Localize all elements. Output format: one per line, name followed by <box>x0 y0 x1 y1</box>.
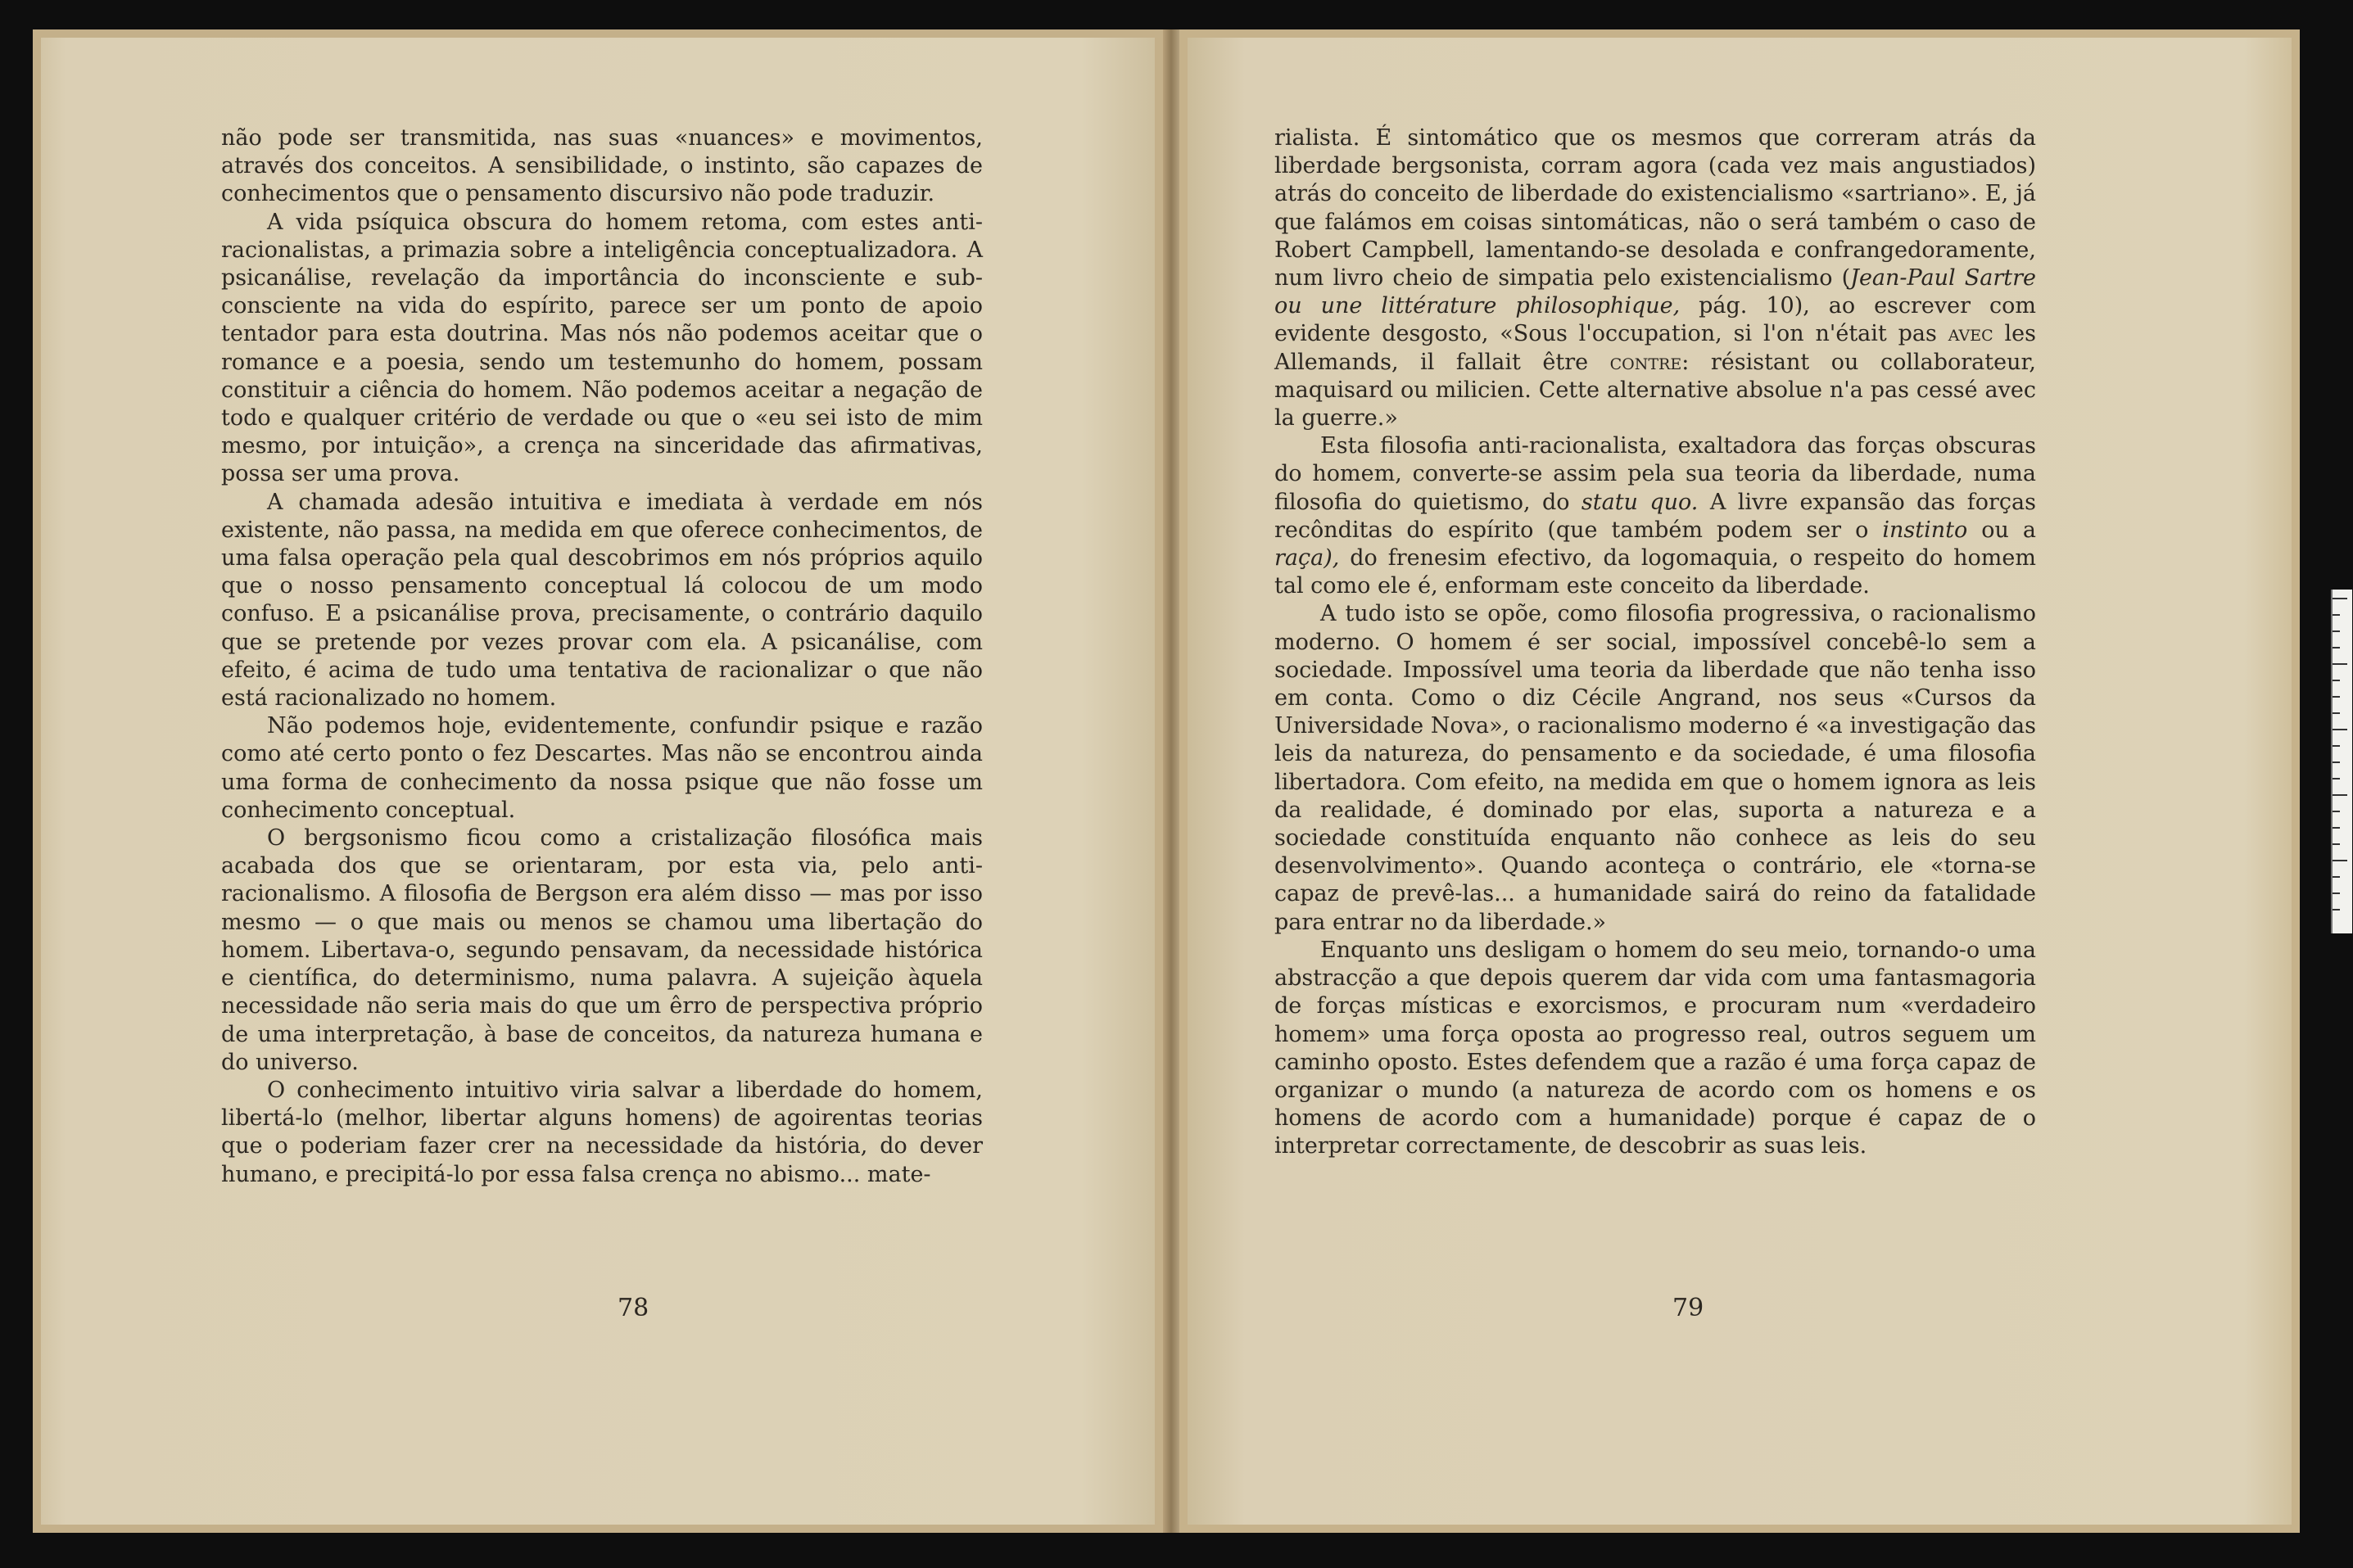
small-caps-word: avec <box>1948 321 1993 347</box>
paragraph: não pode ser transmitida, nas suas «nuances» e movimentos, através dos conceitos. A sensibilidade, o instinto, são capazes de conhecimentos que o pensamento discursivo não pode traduzir. <box>221 125 983 207</box>
right-page-text <box>1274 124 2036 1161</box>
paragraph: Não podemos hoje, evidentemente, confundir psique e razão como até certo ponto o fez Descartes. Mas não se encontrou ainda uma forma de conhecimento da nossa psique que não fosse um conhecimento conceptual. <box>221 713 983 823</box>
text-run: pág. 10), ao escrever com evidente desgosto, «Sous l'occupation, si l'on n'était pas <box>1274 293 2036 347</box>
paragraph: A vida psíquica obscura do homem retoma, com estes anti-racionalistas, a primazia sobre a inteligência conceptualizadora. A psicanálise, revelação da importância do inconsciente e sub-consciente na vida do espírito, parece ser um ponto de apoio tentador para esta doutrina. Mas nós não podemos aceitar que o romance e a poesia, sendo um testemunho do homem, possam constituir a ciência do homem. Não podemos aceitar a negação de todo e qualquer critério de verdade ou que o «eu sei isto de mim mesmo, por intuição», a crença na sinceridade das afirmativas, possa ser uma prova. <box>221 209 983 487</box>
ruler-tick <box>2333 680 2340 681</box>
italic-phrase: raça), <box>1274 545 1340 572</box>
text-run: les Allemands, il fallait être <box>1274 321 2036 375</box>
ruler-tick <box>2333 663 2347 665</box>
left-page-text <box>221 124 983 1189</box>
paragraph: Enquanto uns desligam o homem do seu meio, tornando-o uma abstracção a que depois querem dar vida com uma fantasmagoria de forças místicas e exorcismos, e procuram num «verdadeiro homem» uma força oposta ao progresso real, outros seguem um caminho oposto. Estes defendem que a razão é uma força capaz de organizar o mundo (a natureza de acordo com os homens e os homens de acordo com a humanidade) porque é capaz de o interpretar correctamente, de descobrir as suas leis. <box>1274 937 2036 1159</box>
italic-phrase: statu quo. <box>1581 489 1699 515</box>
ruler-tick <box>2333 794 2347 796</box>
ruler-tick <box>2333 729 2347 730</box>
text-run: ou a <box>1967 517 2036 543</box>
ruler-tick <box>2333 614 2340 616</box>
ruler-tick <box>2333 712 2340 714</box>
page-number-right: 79 <box>1672 1294 1704 1322</box>
text-run: : résistant ou collaborateur, maquisard ou milicien. Cette alternative absolue n'a pas cessé avec la guerre.» <box>1274 349 2037 432</box>
page-number-left: 78 <box>618 1294 649 1322</box>
text-run: rialista. É sintomático que os mesmos que correram atrás da liberdade bergsonista, corram agora (cada vez mais angustiados) atrás do conceito de liberdade do existencialismo «sartriano». E, já que falámos em coisas sintomáticas, não o será também o caso de Robert Campbell, lamentando-se desolada e confrangedoramente, num livro cheio de simpatia pelo existencialismo ( <box>1274 125 2036 291</box>
ruler-tick <box>2333 860 2347 861</box>
paragraph <box>1274 124 2036 432</box>
book-title-italic: Jean-Paul Sartre ou une littérature philosophique, <box>1274 265 2036 319</box>
ruler-tick <box>2333 778 2340 779</box>
small-caps-word: contre <box>1609 349 1682 375</box>
scale-ruler <box>2331 590 2352 933</box>
ruler-tick <box>2333 827 2340 829</box>
ruler-tick <box>2333 811 2340 812</box>
paragraph <box>1274 432 2036 600</box>
ruler-tick <box>2333 598 2347 599</box>
paragraph: O conhecimento intuitivo viria salvar a liberdade do homem, libertá-lo (melhor, libertar alguns homens) de agoirentas teorias que o poderiam fazer crer na necessidade da história, do dever humano, e precipitá-lo por essa falsa crença no abismo... mate- <box>221 1077 983 1187</box>
text-run: do frenesim efectivo, da logomaquia, o respeito do homem tal como ele é, enformam este conceito da liberdade. <box>1274 545 2036 599</box>
text-run: Esta filosofia anti-racionalista, exaltadora das forças obscuras do homem, converte-se assim pela sua teoria da liberdade, numa filosofia do quietismo, do <box>1274 433 2036 515</box>
ruler-tick <box>2333 892 2340 894</box>
book-gutter <box>1163 29 1179 1533</box>
ruler-tick <box>2333 647 2340 648</box>
paragraph: A tudo isto se opõe, como filosofia progressiva, o racionalismo moderno. O homem é ser social, impossível concebê-lo sem a sociedade. Impossível uma teoria da liberdade que não tenha isso em conta. Como o diz Cécile Angrand, nos seus «Cursos da Universidade Nova», o racionalismo moderno é «a investigação das leis da natureza, do pensamento e da sociedade, é uma filosofia libertadora. Com efeito, na medida em que o homem ignora as leis da realidade, é dominado por elas, suporta a natureza e a sociedade constituída enquanto não conhece as leis do seu desenvolvimento». Quando aconteça o contrário, ele «torna-se capaz de prevê-las... a humanidade sairá do reino da fatalidade para entrar no da liberdade.» <box>1274 601 2036 935</box>
italic-phrase: instinto <box>1882 517 1968 543</box>
ruler-tick <box>2333 630 2340 632</box>
ruler-tick <box>2333 696 2340 698</box>
text-run: A livre expansão das forças recônditas do espírito (que também podem ser o <box>1274 489 2037 543</box>
ruler-tick <box>2333 843 2340 845</box>
ruler-tick <box>2333 761 2340 763</box>
ruler-tick <box>2333 909 2340 911</box>
paragraph: A chamada adesão intuitiva e imediata à verdade em nós existente, não passa, na medida em que oferece conhecimentos, de uma falsa operação pela qual descobrimos em nós próprios aquilo que o nosso pensamento conceptual lá colocou de um modo confuso. E a psicanálise prova, precisamente, o contrário daquilo que se pretende por vezes provar com ela. A psicanálise, com efeito, é acima de tudo uma tentativa de racionalizar o que não está racionalizado no homem. <box>221 489 983 712</box>
ruler-tick <box>2333 745 2340 747</box>
ruler-tick <box>2333 876 2340 878</box>
paragraph: O bergsonismo ficou como a cristalização filosófica mais acabada dos que se orientaram, por esta via, pelo anti-racionalismo. A filosofia de Bergson era além disso — mas por isso mesmo — o que mais ou menos se chamou uma libertação do homem. Libertava-o, segundo pensavam, da necessidade histórica e científica, do determinismo, numa palavra. A sujeição àquela necessidade não seria mais do que um êrro de perspectiva próprio de uma interpretação, à base de conceitos, da natureza humana e do universo. <box>221 825 983 1075</box>
